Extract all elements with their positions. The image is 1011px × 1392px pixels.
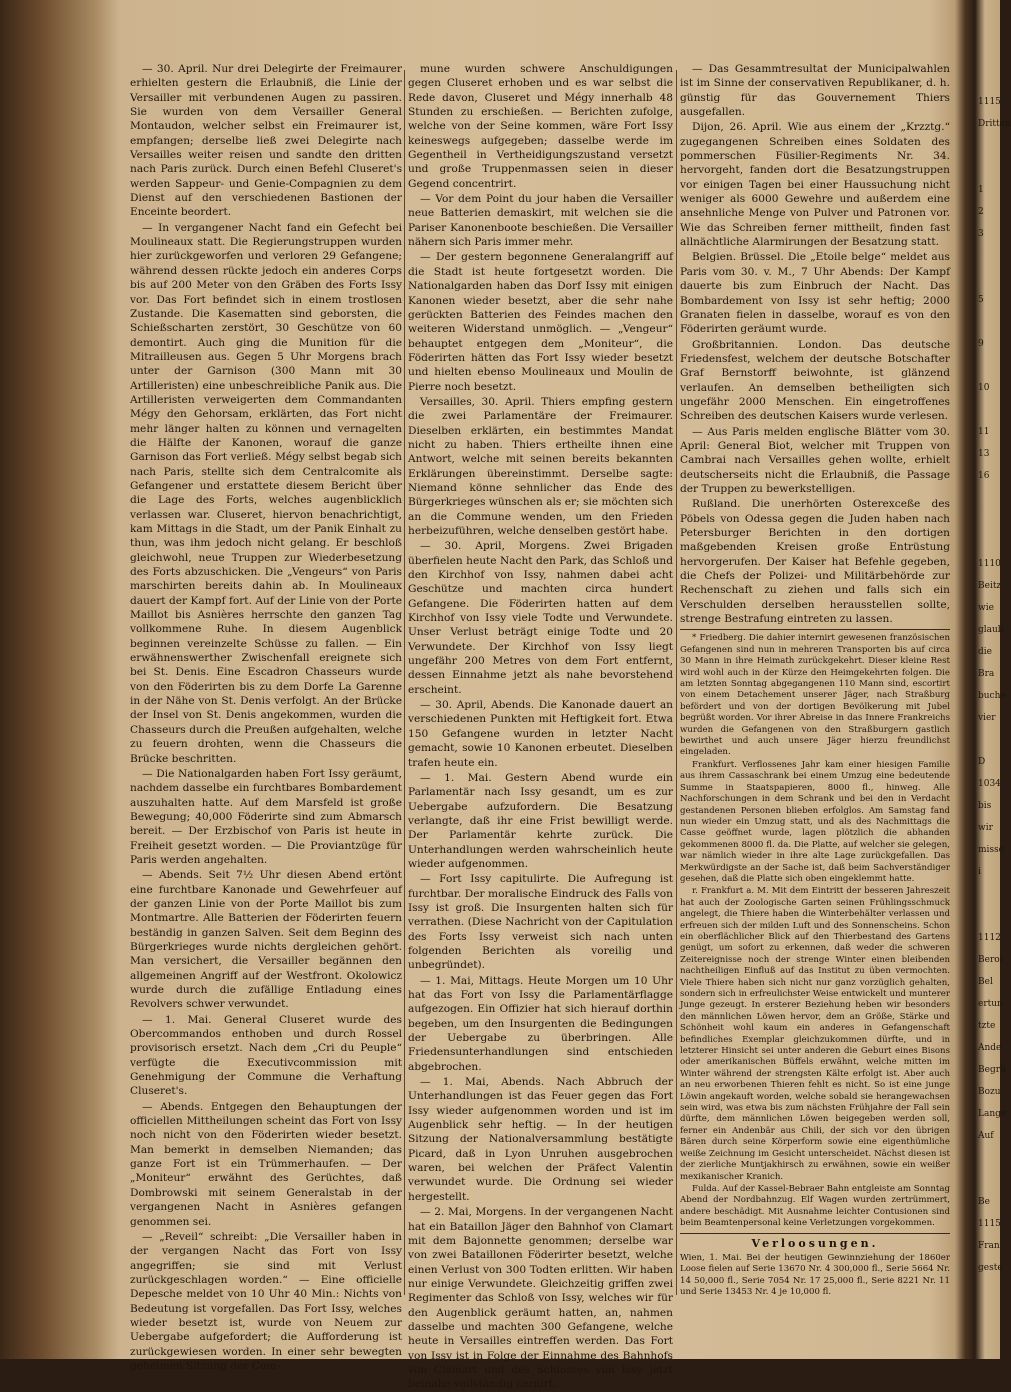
article-paragraph: — 1. Mai. Gestern Abend wurde ein Parlamentär nach Issy gesandt, um es zur Uebergabe aufzufordern. Die Besatzung verlangte, daß ihr eine Frist bewilligt werde. Der Parlamentär kehrte zurück. Die Unterhandlungen werden wahrscheinlich heute wieder aufgenommen. [408, 771, 673, 870]
column-rule [404, 70, 405, 1295]
lottery-results: Wien, 1. Mai. Bei der heutigen Gewinnziehung der 1860er Loose fielen auf Serie 13670 Nr. 4 300,000 fl., Serie 5664 Nr. 14 50,000 fl., Serie 7054 Nr. 17 25,000 fl., Serie 8221 Nr. 11 und Serie 13453 Nr. 4 je 10,000 fl. [680, 1252, 950, 1298]
article-paragraph: — 1. Mai, Mittags. Heute Morgen um 10 Uhr hat das Fort von Issy die Parlamentärflagge aufgezogen. Ein Offizier hat sich hierauf dorthin begeben, um den Insurgenten die Bedingungen der Uebergabe zu überbringen. Alle Friedensunterhandlungen sind entschieden abgebrochen. [408, 974, 673, 1073]
edge-fragment: ertun [978, 999, 1003, 1009]
divider [680, 1233, 950, 1234]
edge-fragment: Beitz [978, 581, 1002, 591]
edge-fragment: 5 [978, 295, 984, 305]
edge-fragment [978, 271, 1000, 293]
edge-fragment: 1115 [978, 97, 1001, 107]
edge-fragment: Auf [978, 1131, 994, 1141]
article-paragraph: mune wurden schwere Anschuldigungen gegen Cluseret erhoben und es war selbst die Rede davon, Cluseret und Mégy innerhalb 48 Stunden zu erschießen. — Berichten zufolge, welche von der Seine kommen, wäre Fort Issy keineswegs aufgegeben; dasselbe werde im Gegentheil in Vertheidigungszustand versetzt und große Truppenmassen seien in dieser Gegend concentrirt. [408, 63, 673, 190]
edge-fragment: 1034 [978, 779, 1001, 789]
edge-fragment [978, 535, 1000, 557]
edge-fragment: Begrü [978, 1065, 1006, 1075]
edge-fragment: 13 [978, 449, 990, 459]
article-paragraph: — Abends. Entgegen den Behauptungen der officiellen Mittheilungen scheint das Fort von Issy noch nicht von den Föderirten wieder besetzt. Man bemerkt in demselben Niemanden; das ganze Fort ist ein Trümmerhaufen. — Der „Moniteur“ erwähnt des Gerüchtes, daß Dombrowski mit seinem Generalstab in der vergangenen Nacht in Asnières gefangen genommen sei. [130, 1100, 402, 1228]
edge-fragment: Bozu [978, 1087, 1001, 1097]
local-news-item: Frankfurt. Verflossenes Jahr kam einer hiesigen Familie aus ihrem Cassaschrank bei einem Umzug eine bedeutende Summe in Staatspapieren, 8000 fl., hinweg. Alle Nachforschungen in dem Schrank und bei den in Verdacht gestandenen Personen blieben erfolglos. Am Samstag fand nun wieder ein Umzug statt, und als des Nachmittags die Casse geöffnet wurde, lagen plötzlich die abhanden gekommenen 8000 fl. da. Die Platte, auf welcher sie gelegen, war nämlich wieder in ihre alte Lage zurückgefallen. Das Merkwürdigste an der Sache ist, daß beim Sachverständiger gesehen, daß die Platte sich oben eingeklemmt hatte. [680, 759, 950, 884]
local-news [680, 633, 950, 1229]
edge-fragment: D [978, 757, 986, 767]
article-paragraph: Rußland. Die unerhörten Osterexceße des Pöbels von Odessa gegen die Juden haben nach Petersburger Berichten in den dortigen maßgebenden Kreisen große Entrüstung hervorgerufen. Der Kaiser hat Befehle gegeben, die Chefs der Polizei- und Militärbehörde zur Rechenschaft zu ziehen und falls sich ein Verschulden derselben herausstellen sollte, strenge Bestrafung eintreten zu lassen. [680, 498, 950, 626]
edge-fragment [978, 403, 1000, 425]
edge-fragment: 9 [978, 339, 984, 349]
edge-fragment: wir [978, 823, 993, 833]
article-paragraph: Großbritannien. London. Das deutsche Friedensfest, welchem der deutsche Botschafter Graf Bernstorff beiwohnte, ist glänzend verlaufen. An demselben betheiligten sich ungefähr 2000 Menschen. Ein eingetroffenes Schreiben des deutschen Kaisers wurde verlesen. [680, 338, 950, 423]
edge-fragment: buche [978, 691, 1006, 701]
next-page-edge [978, 95, 1011, 1355]
edge-fragment [978, 491, 1000, 513]
edge-fragment [978, 733, 1000, 755]
article-paragraph: — Abends. Seit 7½ Uhr diesen Abend ertönt eine furchtbare Kanonade und Gewehrfeuer auf der ganzen Linie von der Porte Maillot bis zum Montmartre. Alle Batterien der Föderirten feuern beständig in ganzen Salven. Seit dem Beginn des Bürgerkrieges wurde nichts dergleichen gehört. Man versichert, die Versailler begännen den allgemeinen Angriff auf der Westfront. Okolowicz wurde durch die zufällige Entladung eines Revolvers schwer verwundet. [130, 869, 402, 1011]
edge-fragment: i [978, 867, 981, 877]
local-news-item: r. Frankfurt a. M. Mit dem Eintritt der besseren Jahreszeit hat auch der Zoologische Garten seinen Frühlingsschmuck angelegt, die Thiere haben die Winterbehälter verlassen und erfreuen sich der milden Luft und des Sonnenscheins. Schon ein oberflächlicher Blick auf den Thierbestand des Gartens genügt, um sofort zu erkennen, daß weder die schweren Zeitereignisse noch der strenge Winter einen bleibenden nachtheiligen Einfluß auf das Institut zu üben vermochten. Viele Thiere haben sich nicht nur ganz vorzüglich gehalten, sondern sich in erfreulichster Weise entwickelt und munterer Junge gezeugt. In ersterer Beziehung heben wir besonders den männlichen Löwen hervor, dem an Größe, Stärke und Schönheit wohl kaum ein anderes in Gefangenschaft befindliches Exemplar gleichzukommen dürfte, und in letzterer Hinsicht sei unter anderen die Geburt eines Bisons oder amerikanischen Büffels erwähnt, welche mitten im Winter während der strengsten Kälte erfolgt ist. Aber auch an neu erworbenen Thieren fehlt es nicht. So ist eine junge Löwin angekauft worden, welche sobald sie herangewachsen sein wird, was etwa bis zum nächsten Frühjahre der Fall sein dürfte, dem männlichen Löwen beigegeben werden soll, ferner ein Andenbär aus Chili, der sich vor den übrigen Bären durch seine Körperform sowie eine eigenthümliche weiße Zeichnung im Gesicht unterscheidet. Nächst diesen ist der zierliche Muntjakhirsch zu erwähnen, sowie ein weißer mexikanischer Kranich. [680, 886, 950, 1182]
edge-fragment: Lange [978, 1109, 1007, 1119]
edge-fragment: bis [978, 801, 992, 811]
newspaper-page [118, 62, 952, 1391]
edge-fragment [978, 249, 1000, 271]
article-paragraph: — Aus Paris melden englische Blätter vom 30. April: General Biot, welcher mit Truppen von Cambrai nach Versailles gehen wollte, erhielt deutscherseits nicht die Erlaubniß, die Passage der Truppen zu bewerkstelligen. [680, 425, 950, 495]
edge-fragment: Fran [978, 1241, 1000, 1251]
article-paragraph: — 1. Mai. General Cluseret wurde des Obercommandos enthoben und durch Rossel provisorisch ersetzt. Nach dem „Cri du Peuple“ verfügte die Executivcommission mit Genehmigung der Commune die Verhaftung Cluseret's. [130, 1013, 402, 1098]
article-paragraph: — 30. April. Nur drei Delegirte der Freimaurer erhielten gestern die Erlaubniß, die Linie der Versailler mit verbundenen Augen zu passiren. Sie wurden von dem Versailler General Montaudon, welcher selbst ein Freimaurer ist, empfangen; derselbe ließ zwei Delegirte nach Versailles weiter reisen und sandte den dritten nach Paris zurück. Durch einen Befehl Cluseret's werden Sappeur- und Genie-Compagnien zu dem Dienst auf den verschiedenen Bastionen der Enceinte beordert. [130, 63, 402, 219]
edge-fragment: wie [978, 603, 994, 613]
edge-fragment [978, 1173, 1000, 1195]
edge-fragment: vier [978, 713, 996, 723]
edge-fragment: Berol [978, 955, 1003, 965]
edge-fragment: 1115 [978, 1219, 1001, 1229]
edge-fragment [978, 887, 1000, 909]
edge-fragment: misse [978, 845, 1004, 855]
article-paragraph: Versailles, 30. April. Thiers empfing gestern die zwei Parlamentäre der Freimaurer. Dieselben erklärten, ein bestimmtes Mandat nicht zu haben. Thiers ertheilte ihnen eine Antwort, welche mit seinen bereits bekannten Erklärungen übereinstimmt. Derselbe sagte: Niemand könne sehnlicher das Ende des Bürgerkrieges wünschen als er; sie möchten sich an die Commune wenden, um den Frieden herbeizuführen, welche denselben gestört habe. [408, 395, 673, 537]
article-paragraph: — Vor dem Point du jour haben die Versailler neue Batterien demaskirt, mit welchen sie die Pariser Kanonenboote beschießen. Die Versailler nähern sich Paris immer mehr. [408, 193, 673, 249]
edge-fragment [978, 359, 1000, 381]
article-paragraph: — 2. Mai, Morgens. In der vergangenen Nacht hat ein Bataillon Jäger den Bahnhof von Clamart mit dem Bajonnette genommen; derselbe war von zwei Bataillonen Föderirter besetzt, welche einen Verlust von 300 Todten erlitten. Wir haben nur einige Verwundete. Gleichzeitig griffen zwei Regimenter das Schloß von Issy, welches wir für den Augenblick geräumt hatten, an, nahmen dasselbe und machten 300 Gefangene, welche heute in Versailles eintreffen werden. Das Fort von Issy ist in Folge der Einnahme des Bahnhofs von Clamart und des Schlosses von Issy jetzt beinahe vollständig cernirt. [408, 1206, 673, 1391]
divider [680, 629, 950, 630]
edge-fragment: 3 [978, 229, 984, 239]
edge-fragment [978, 513, 1000, 535]
article-paragraph: — Der gestern begonnene Generalangriff auf die Stadt ist heute fortgesetzt worden. Die Nationalgarden haben das Dorf Issy mit einigen Kanonen wieder besetzt, aber die sehr nahe gerückten Batterien des Feindes machen den weiteren Widerstand unmöglich. — „Vengeur“ behauptet entgegen dem „Moniteur“, die Föderirten hätten das Fort Issy wieder besetzt und hielten ebenso Moulineaux und Moulin de Pierre noch besetzt. [408, 251, 673, 393]
article-paragraph: — 1. Mai, Abends. Nach Abbruch der Unterhandlungen ist das Feuer gegen das Fort Issy wieder aufgenommen worden und ist im Augenblick sehr heftig. — In der heutigen Sitzung der Nationalversammlung bestätigte Picard, daß in Lyon Unruhen ausgebrochen waren, bei welchen der Präfect Valentin verwundet wurde. Die Ordnung sei wieder hergestellt. [408, 1076, 673, 1203]
article-paragraph: Dijon, 26. April. Wie aus einem der „Krzztg.“ zugegangenen Schreiben eines Soldaten des pommerschen Füsilier-Regiments Nr. 34. hervorgeht, fanden dort die Besatzungstruppen vor einigen Tagen bei einer Haussuchung nicht weniger als 6000 Gewehre und außerdem eine ansehnliche Menge von Pulver und Patronen vor. Wie das Schreiben ferner mittheilt, finden fast allnächtliche Alarmirungen der Besatzung statt. [680, 121, 950, 249]
column-3-news [680, 62, 950, 626]
edge-fragment: 10 [978, 383, 990, 393]
edge-fragment: 16 [978, 471, 990, 481]
article-paragraph: — In vergangener Nacht fand ein Gefecht bei Moulineaux statt. Die Regierungstruppen wurden hier zurückgeworfen und verloren 29 Gefangene; während dessen rückte jedoch ein anderes Corps bis auf 200 Meter von den Gräben des Forts Issy vor. Das Fort befindet sich in einem trostlosen Zustande. Die Kasematten sind geborsten, die Schießscharten zerstört, 30 Geschütze von 60 demontirt. Auch ging die Munition für die Mitrailleusen aus. Gegen 5 Uhr Morgens brach unter der Garnison (300 Mann mit 30 Artilleristen) eine unbeschreibliche Panik aus. Die Artilleristen verweigerten dem Commandanten Mégy den Gehorsam, erklärten, das Fort nicht mehr länger halten zu können und vernagelten die Hälfte der Kanonen, worauf die ganze Garnison das Fort verließ. Mégy selbst begab sich nach Paris, stellte sich dem Centralcomite als Gefangener und erstattete diesem Bericht über die Lage des Forts, welches augenblicklich verlassen war. Cluseret, hiervon benachrichtigt, kam Mittags in die Stadt, um der Panik Einhalt zu thun, was ihm jedoch nicht gelang. Er beschloß gleichwohl, neue Truppen zur Wiederbesetzung des Forts abzuschicken. Die „Vengeurs“ von Paris marschirten bereits dahin ab. In Moulineaux dauert der Kampf fort. Auf der Linie von der Porte Maillot bis Asnières herrschte den ganzen Tag vollkommene Ruhe. In diesem Augenblick beginnen vereinzelte Schüsse zu fallen. — Ein erwähnenswerther Zwischenfall ereignete sich bei St. Denis. Eine Escadron Chasseurs wurde von den Föderirten bis zu dem Dorfe La Garenne in der Nähe von St. Denis verfolgt. An der Brücke der Insel von St. Denis angekommen, wurden die Chasseurs durch die Preußen aufgehalten, welche zu feuern drohten, wenn die Chasseurs die Brücke beschritten. [130, 221, 402, 765]
edge-fragment [978, 1151, 1000, 1173]
article-paragraph: Belgien. Brüssel. Die „Etoile belge“ meldet aus Paris vom 30. v. M., 7 Uhr Abends: Der Kampf dauerte bis zum Einbruch der Nacht. Das Bombardement von Issy ist sehr heftig; 2000 Granaten fielen in dasselbe, worauf es von den Föderirten geräumt wurde. [680, 251, 950, 336]
article-paragraph: — 30. April, Morgens. Zwei Brigaden überfielen heute Nacht den Park, das Schloß und den Kirchhof von Issy, nahmen dabei acht Geschütze und machten circa hundert Gefangene. Die Föderirten hatten auf dem Kirchhof von Issy viele Todte und Verwundete. Unser Verlust beträgt einige Todte und 20 Verwundete. Der Kirchhof von Issy liegt ungefähr 200 Metres von dem Fort entfernt, dessen Einnahme jetzt als nahe bevorstehend erscheint. [408, 540, 673, 696]
edge-fragment: Ande [978, 1043, 1002, 1053]
edge-fragment: 2 [978, 207, 984, 217]
edge-fragment: Be [978, 1197, 990, 1207]
edge-fragment [978, 139, 1000, 161]
article-paragraph: — 30. April, Abends. Die Kanonade dauert an verschiedenen Punkten mit Heftigkeit fort. Etwa 150 Gefangene wurden in letzter Nacht gemacht, sowie 10 Kanonen erbeutet. Dieselben trafen heute ein. [408, 699, 673, 769]
column-3 [680, 62, 950, 1302]
edge-fragment: glaub [978, 625, 1004, 635]
article-paragraph: — Das Gesammtresultat der Municipalwahlen ist im Sinne der conservativen Republikaner, d. h. günstig für das Gouvernement Thiers ausgefallen. [680, 63, 950, 119]
local-news-item: * Friedberg. Die dahier internirt gewesenen französischen Gefangenen sind nun in mehreren Transporten bis auf circa 30 Mann in ihre Heimath zurückgekehrt. Dieser kleine Rest wird wohl auch in der Kürze den Heimgekehrten folgen. Die am letzten Sonntag abgegangenen 110 Mann sind, escortirt von einem Detachement unserer Jäger, nach Straßburg befördert und von der dortigen Bevölkerung mit Jubel begrüßt worden. Vor ihrer Abreise in das Innere Frankreichs wurden die Gefangenen von den Straßburgern gastlich bewirthet und auch unsere Jäger hierzu freundlichst eingeladen. [680, 633, 950, 758]
edge-fragment: 1 [978, 185, 984, 195]
edge-fragment: geste [978, 1263, 1003, 1273]
edge-fragment: Bel [978, 977, 993, 987]
edge-fragment: die [978, 647, 992, 657]
edge-fragment: 11 [978, 427, 990, 437]
article-paragraph: — „Reveil“ schreibt: „Die Versailler haben in der vergangen Nacht das Fort von Issy angegriffen; sie sind mit Verlust zurückgeschlagen worden.“ — Eine officielle Depesche meldet von 10 Uhr 40 Min.: Nichts von Bedeutung ist vorgefallen. Das Fort Issy, welches wieder besetzt ist, wurde von Neuem zur Uebergabe aufgefordert; die Aufforderung ist zurückgewiesen worden. In einer sehr bewegten geheimen Sitzung der Com- [130, 1230, 402, 1372]
edge-fragment [978, 315, 1000, 337]
edge-fragment: tzte [978, 1021, 996, 1031]
edge-fragment: 1112 [978, 933, 1001, 943]
article-paragraph: — Die Nationalgarden haben Fort Issy geräumt, nachdem dasselbe ein furchtbares Bombardement auszuhalten hatte. Auf dem Marsfeld ist große Bewegung; 40,000 Föderirte sind zum Abmarsch bereit. — Der Erzbischof von Paris ist heute in Freiheit gesetzt worden. — Die Proviantzüge für Paris werden angehalten. [130, 767, 402, 866]
column-1 [130, 62, 402, 1372]
edge-fragment [978, 909, 1000, 931]
column-rule [676, 70, 677, 1295]
edge-fragment: Bra [978, 669, 995, 679]
section-title: Verloosungen. [751, 1236, 879, 1250]
local-news-item: Fulda. Auf der Kassel-Bebraer Bahn entgleiste am Sonntag Abend der Nordbahnzug. Elf Wagen wurden zertrümmert, andere beschädigt. Mit Ausnahme leichter Contusionen sind beim Beamtenpersonal keine Verletzungen vorgekommen. [680, 1183, 950, 1229]
article-paragraph: — Fort Issy capitulirte. Die Aufregung ist furchtbar. Der moralische Eindruck des Falls von Issy ist groß. Die Insurgenten halten sich für verrathen. (Diese Nachricht von der Capitulation des Forts Issy verweist sich nach unten folgenden Berichten als voreilig und unbegründet). [408, 873, 673, 972]
edge-fragment: 1110 [978, 559, 1001, 569]
edge-fragment: Dritten [978, 119, 1011, 129]
column-2 [408, 62, 673, 1391]
edge-fragment [978, 161, 1000, 183]
